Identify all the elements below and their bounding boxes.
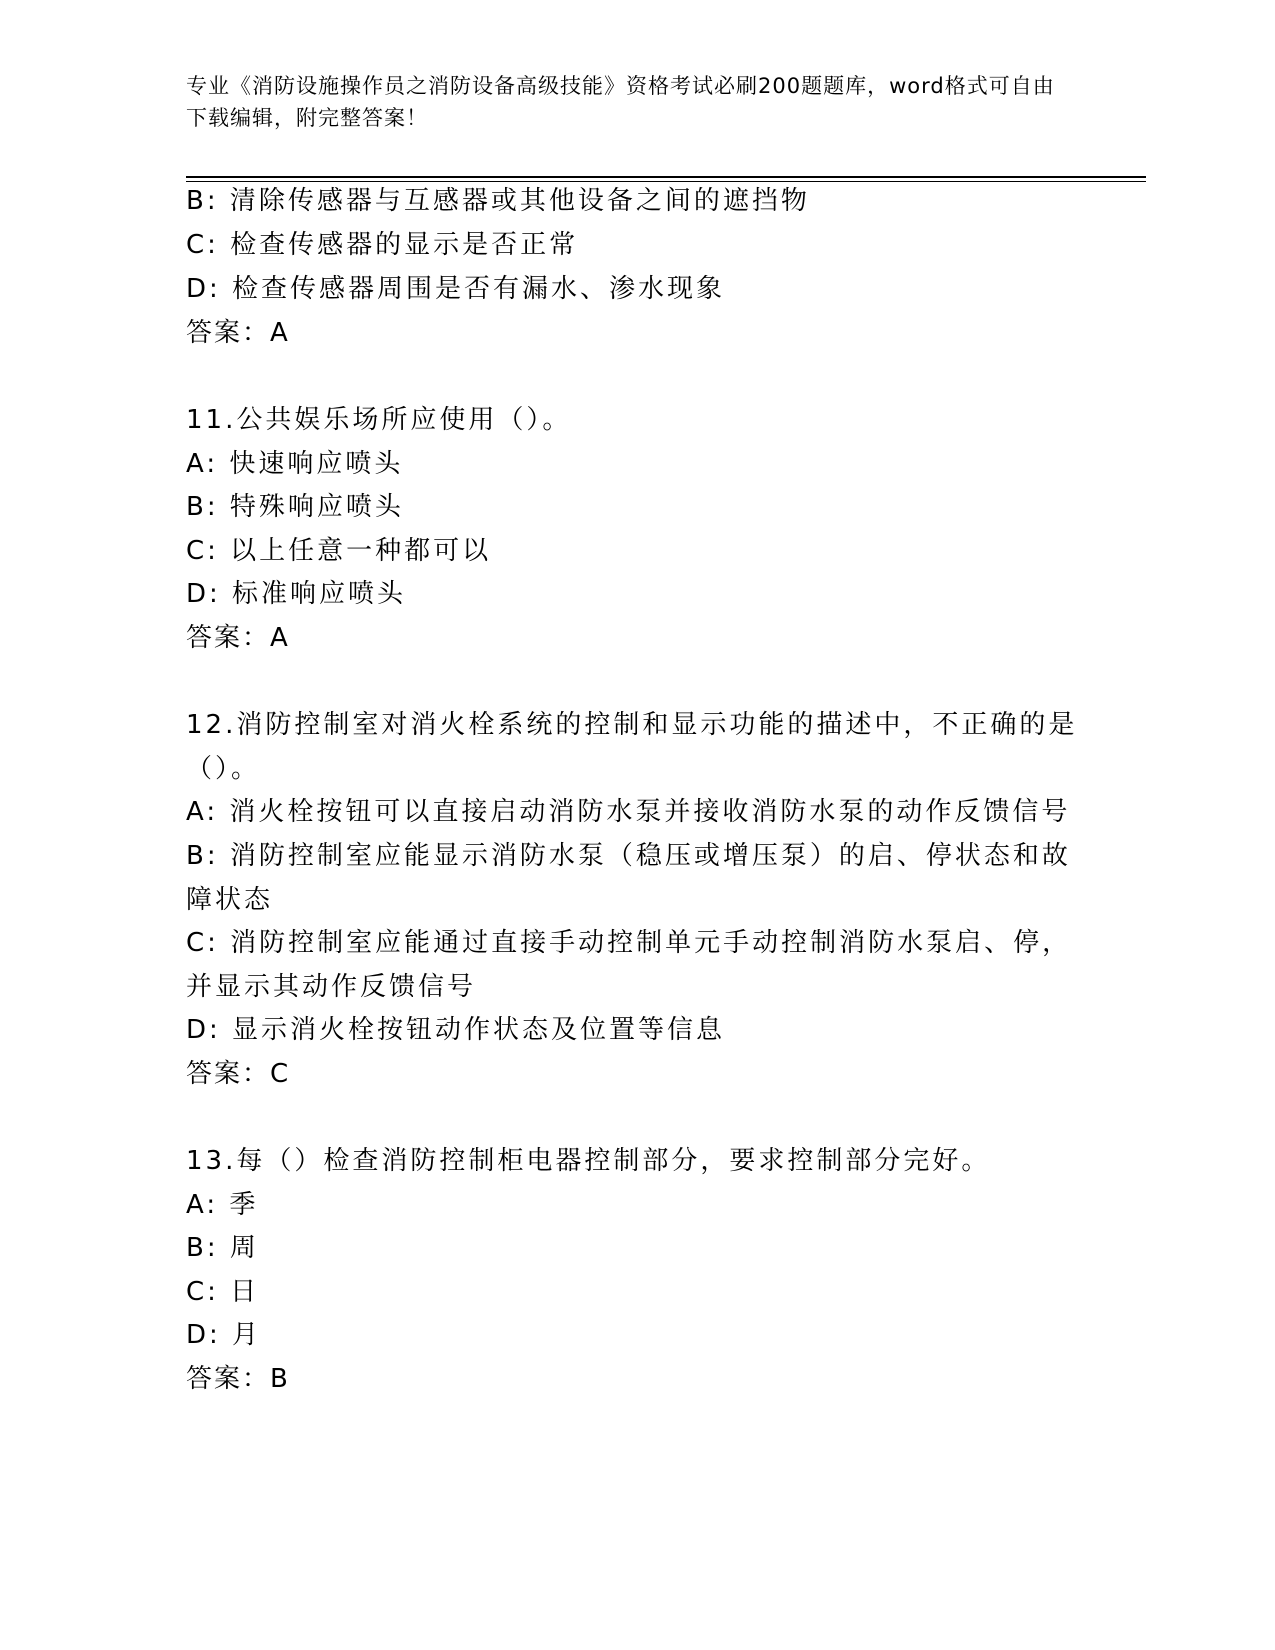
q11-option-c: C: 以上任意一种都可以 [186,536,492,566]
q10-answer: 答案：A [186,318,290,348]
q13-option-d: D: 月 [186,1320,262,1350]
q13-option-c: C: 日 [186,1277,260,1307]
q10-option-d: D: 检查传感器周围是否有漏水、渗水现象 [186,274,726,304]
q12-question-line1: 12.消防控制室对消火栓系统的控制和显示功能的描述中，不正确的是 [186,710,1078,740]
q10-option-c: C: 检查传感器的显示是否正常 [186,230,579,260]
q12-question-line2: （）。 [186,754,261,784]
q13-option-a: A: 季 [186,1190,259,1220]
q12-option-c-line1: C: 消防控制室应能通过直接手动控制单元手动控制消防水泵启、停， [186,928,1072,958]
q12-option-b-line2: 障状态 [186,885,274,915]
q13-answer: 答案：B [186,1364,290,1394]
q12-option-a: A: 消火栓按钮可以直接启动消防水泵并接收消防水泵的动作反馈信号 [186,797,1071,827]
q11-question: 11.公共娱乐场所应使用（）。 [186,405,572,435]
q12-answer: 答案：C [186,1059,291,1089]
q12-option-c-line2: 并显示其动作反馈信号 [186,972,477,1002]
q10-option-b: B: 清除传感器与互感器或其他设备之间的遮挡物 [186,186,810,216]
q11-answer: 答案：A [186,623,290,653]
q11-option-b: B: 特殊响应喷头 [186,492,404,522]
header-divider-thin [186,181,1146,182]
q11-option-a: A: 快速响应喷头 [186,449,404,479]
q11-option-d: D: 标准响应喷头 [186,579,407,609]
q12-option-b-line1: B: 消防控制室应能显示消防水泵（稳压或增压泵）的启、停状态和故 [186,841,1071,871]
header-divider-thick [186,176,1146,178]
document-header: 专业《消防设施操作员之消防设备高级技能》资格考试必刷200题题库，word格式可自由下载编辑，附完整答案！ [186,74,1055,130]
q12-option-d: D: 显示消火栓按钮动作状态及位置等信息 [186,1015,726,1045]
q13-option-b: B: 周 [186,1233,259,1263]
q13-question: 13.每（）检查消防控制柜电器控制部分，要求控制部分完好。 [186,1146,991,1176]
